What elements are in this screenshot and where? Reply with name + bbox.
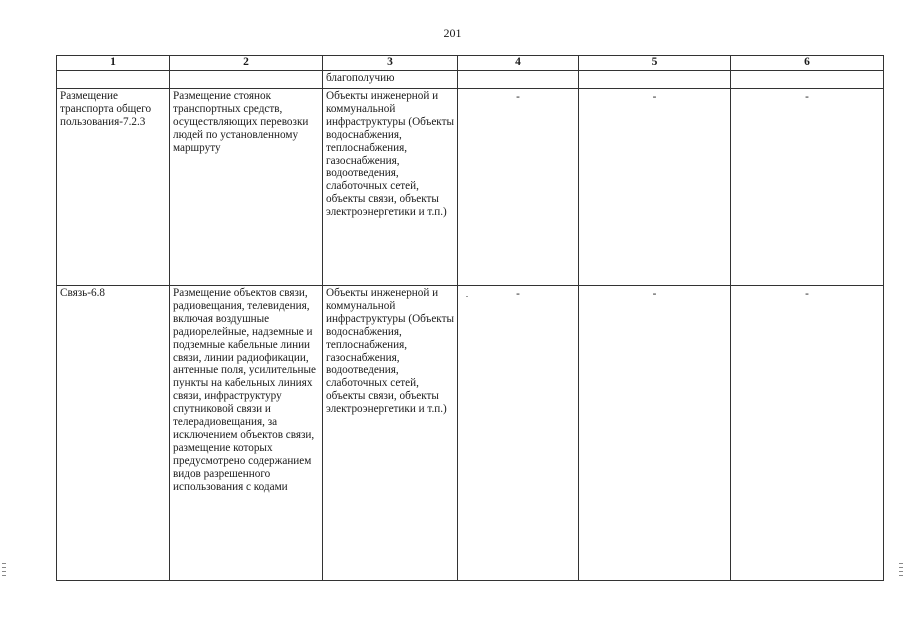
- use-type-cell: Связь-6.8: [57, 286, 170, 581]
- table-cell: [170, 71, 323, 89]
- scan-mark-left: [2, 563, 6, 579]
- table-cell: -: [579, 286, 731, 581]
- table-cell: [57, 71, 170, 89]
- header-col-2: 2: [170, 56, 323, 71]
- scan-mark-right: [899, 563, 903, 579]
- header-col-1: 1: [57, 56, 170, 71]
- table-cell: [579, 71, 731, 89]
- use-description-cell: Размещение стоянок транспортных средств, осуществляющих перевозки людей по установленному маршруту: [170, 89, 323, 286]
- header-col-6: 6: [731, 56, 884, 71]
- table-row: [57, 89, 884, 286]
- table-cell: -: [579, 89, 731, 286]
- header-col-4: 4: [458, 56, 579, 71]
- table-cell: [458, 71, 579, 89]
- scan-speck: [466, 296, 468, 297]
- header-col-3: 3: [323, 56, 458, 71]
- table-header-row: [57, 56, 884, 71]
- table-cell: -: [731, 89, 884, 286]
- table-cell: -: [731, 286, 884, 581]
- table-cell: благополучию: [323, 71, 458, 89]
- use-type-cell: Размещение транспорта общего пользования-7.2.3: [57, 89, 170, 286]
- use-description-cell: Размещение объектов связи, радиовещания, телевидения, включая воздушные радиорелейные, надземные и подземные кабельные линии связи, линии радиофикации, антенные поля, усилительные пункты на кабельных линиях связи, инфраструктуру спутниковой связи и телерадиовещания, за исключением объектов связи, размещение которых предусмотрено содержанием видов разрешенного использования с кодами: [170, 286, 323, 581]
- auxiliary-use-cell: Объекты инженерной и коммунальной инфраструктуры (Объекты водоснабжения, теплоснабжения, газоснабжения, водоотведения, слаботочных сетей, объекты связи, объекты электроэнергетики и т.п.): [323, 286, 458, 581]
- table-row: [57, 286, 884, 581]
- table-cell: -: [458, 89, 579, 286]
- table-cell: [731, 71, 884, 89]
- auxiliary-use-cell: Объекты инженерной и коммунальной инфраструктуры (Объекты водоснабжения, теплоснабжения, газоснабжения, водоотведения, слаботочных сетей, объекты связи, объекты электроэнергетики и т.п.): [323, 89, 458, 286]
- table-row-continuation: [57, 71, 884, 89]
- land-use-table: [56, 55, 884, 581]
- table-cell: -: [458, 286, 579, 581]
- header-col-5: 5: [579, 56, 731, 71]
- page-number: 201: [443, 26, 462, 40]
